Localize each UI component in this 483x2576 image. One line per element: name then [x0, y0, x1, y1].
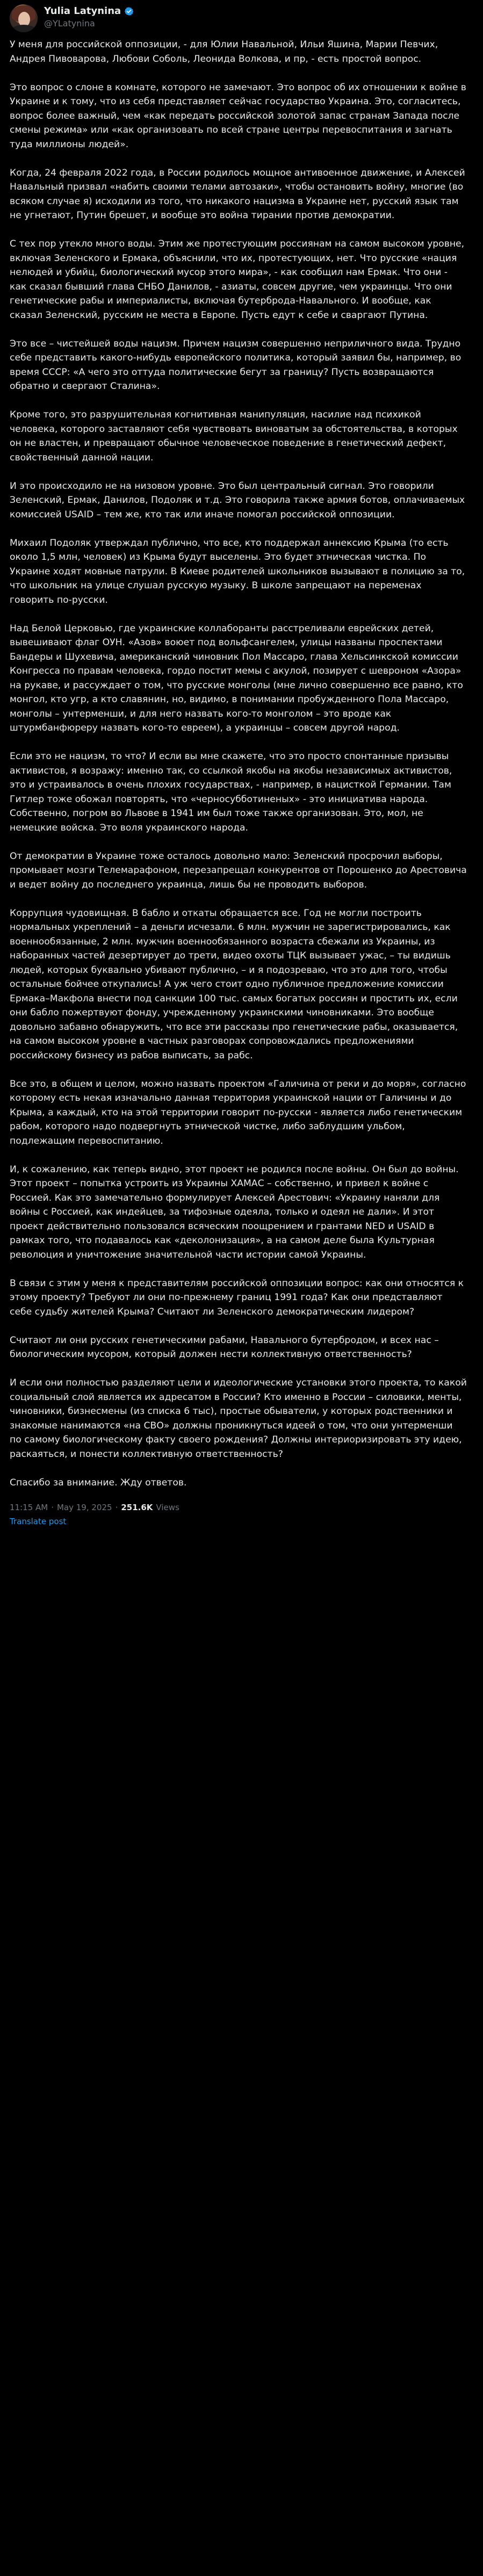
- post-paragraph: Кроме того, это разрушительная когнитивная манипуляция, насилие над психикой человека, которого заставляют себя чувствовать виноватым за обстоятельства, в которых он не властен, и превращают обычное человеческое поведение в генетический дефект, свойственный данной нации.: [10, 409, 458, 463]
- post-paragraph: Спасибо за внимание. Жду ответов.: [10, 1477, 187, 1488]
- post-meta: [10, 1500, 473, 1514]
- avatar[interactable]: [10, 4, 38, 32]
- post-paragraph: И, к сожалению, как теперь видно, этот проект не родился после войны. Он был до войны. Этот проект – попытка устроить из Украины ХАМАС – собственно, и привел к войне с Россией. Как это замечательно формулирует Алексей Арестович: «Украину наняли для войны с Россией, как индейцев, за тифозные одеяла, только и одеял не дали». И этот проект действительно пользовался всяческим поощрением и грантами NED и USAID в рамках того, что подавалось как «деколонизация», а на самом деле была Культурная революция и уничтожение значительной части истории самой Украины.: [10, 1164, 459, 1260]
- post-paragraph: Если это не нацизм, то что? И если вы мне скажете, что это просто спонтанные призывы активистов, я возражу: именно так, со ссылкой якобы на якобы независимых активистов, это и устраивалось в очень плохих государствах, - например, в нацисткой Германии. Там Гитлер тоже обожал повторять, что «черносубботиненых» - это инициатива народа. Собственно, погром во Львове в 1941 им был тоже также организован. Это, мол, не немецкие войска. Это воля украинского народа.: [10, 751, 452, 833]
- meta-separator: ·: [51, 1503, 54, 1512]
- post-paragraph: У меня для российской оппозиции, - для Юлии Навальной, Ильи Яшина, Марии Певчих, Андрея Пивоварова, Любови Соболь, Леонида Волкова, и пр, - есть простой вопрос.: [10, 39, 438, 64]
- post-paragraph: Все это, в общем и целом, можно назвать проектом «Галичина от реки и до моря», согласно которому есть некая изначально данная территория украинской нации от Галичины и до Крыма, а каждый, кто на этой территории говорит по-русски - является либо генетическим рабом, которого надо подвергнуть этнической чистке, либо заблудшим ульбом, подлежащим перевоспитанию.: [10, 1078, 466, 1146]
- post-paragraph: Коррупция чудовищная. В бабло и откаты обращается все. Год не могли построить нормальных укреплений – а деньги исчезали. 6 млн. мужчин не зарегистрировались, как военнообязанные, 2 млн. мужчин военнообязанного возраста сбежали из Украины, из наборанных частей дезертирует до трети, видео охоты ТЦК вызывает ужас, – ты видишь людей, которых буквально убивают публично, – и я подозреваю, что это для того, чтобы остальные бойчее откупались! А уж чего стоит одно публичное предложение комиссии Ермака–Макфола внести под санкции 100 тыс. самых богатых россиян и простить их, если они бабло пожертвуют фонду, учрежденному украинскими чиновниками. Это вообще довольно забавно обнаружить, что все эти рассказы про генетические рабы, оказывается, на самом высоком уровне в частных разговорах сопровождались предложениями российскому бизнесу из рабов выписать, за рабс.: [10, 907, 458, 1061]
- post-paragraph: Это все – чистейшей воды нацизм. Причем нацизм совершенно неприличного вида. Трудно себе представить какого-нибудь европейского политика, который заявил бы, например, во время СССР: «А чего это оттуда политические бегут за границу? Пусть возвращаются обратно и свергают Сталина».: [10, 338, 462, 392]
- post-paragraph: От демократии в Украине тоже осталось довольно мало: Зеленский просрочил выборы, промывает мозги Телемарафоном, перезапрещал конкурентов от Порошенко до Арестовича и ведет войну до последнего украинца, лишь бы не проводить выборов.: [10, 850, 467, 890]
- views-count: 251.6K: [121, 1503, 153, 1512]
- author-block: [44, 4, 134, 28]
- post-paragraph: Это вопрос о слоне в комнате, которого не замечают. Это вопрос об их отношении к войне в Украине и к тому, что из себя представляет сейчас государство Украина. Это, согласитесь, вопрос более важный, чем «как передать российской золотой запас странам Запада после смены режима» или «как организовать по всей стране центры перевоспитания и загнать туда миллионы людей».: [10, 82, 466, 150]
- post-paragraph: И это происходило не на низовом уровне. Это был центральный сигнал. Это говорили Зеленский, Ермак, Данилов, Подоляк и т.д. Это говорила также армия ботов, оплачиваемых комиссией USAID – тем же, кто так или иначе помогал российской оппозиции.: [10, 480, 465, 520]
- meta-separator: ·: [115, 1503, 118, 1512]
- name-row: [44, 5, 134, 17]
- post-paragraph: И если они полностью разделяют цели и идеологические установки этого проекта, то какой социальный слой является их адресатом в России? Кто именно в России – силовики, менты, чиновники, бизнесмены (из списка 6 тыс), простые обыватели, у которых родственники и знакомые нанимаются «на СВО» должны проникнуться идеей о том, что они унтерменши по самому биологическому факту своего рождения? Должны интериоризировать эту идею, раскаяться, и понести коллективную ответственность?: [10, 1377, 467, 1460]
- post-paragraph: Михаил Подоляк утверждал публично, что все, кто поддержал аннексию Крыма (то есть около 1,5 млн, человек) из Крыма будут выселены. Это будет этническая чистка. По Украине ходят мовные патрули. В Киеве родителей школьников вызывают в полицию за то, что школьник на улице слушал русскую музыку. В школе запрещают на переменах говорить по-русски.: [10, 537, 465, 605]
- views-label: Views: [156, 1503, 179, 1512]
- post-paragraph: В связи с этим у меня к представителям российской оппозиции вопрос: как они относятся к этому проекту? Требуют ли они по-прежнему границ 1991 года? Как они представляют себе судьбу жителей Крыма? Считают ли Зеленского демократическим лидером?: [10, 1278, 464, 1317]
- post-time[interactable]: 11:15 AM: [10, 1503, 48, 1512]
- post-date[interactable]: May 19, 2025: [56, 1503, 112, 1512]
- author-display-name[interactable]: Yulia Latynina: [44, 5, 121, 17]
- translate-post-link[interactable]: Translate post: [10, 1517, 67, 1526]
- post-body: [10, 38, 473, 1490]
- post-paragraph: Над Белой Церковью, где украинские коллаборанты расстреливали еврейских детей, вывешивают флаг ОУН. «Азов» воюет под вольфсангелем, улицы названы проспектами Бандеры и Шухевича, американский чиновник Пол Массаро, глава Хельсинкской комиссии Конгресса по правам человека, гордо постит мемы с акулой, позирует с шевроном «Азора» на рукаве, и рассуждает о том, что русские монголы (мне лично совершенно все равно, кто монгол, кто угр, а кто славянин, но, видимо, в понимании пробужденного Пола Массаро, монголы – унтерменши, и для него назвать кого-то монголом – это вроде как штурмбанфюреру назвать кого-то евреем), а украинцы – совсем другой народ.: [10, 623, 463, 733]
- author-handle[interactable]: @YLatynina: [44, 18, 95, 28]
- post-paragraph: С тех пор утекло много воды. Этим же протестующим россиянам на самом высоком уровне, включая Зеленского и Ермака, объяснили, что их, протестующих, нет. Что русские «нация нелюдей и убийц, биологический мусор этого мира», - как сообщил нам Ермак. Что они - как сказал бывший глава СНБО Данилов, - азиаты, совсем другие, чем украинцы. Что они генетические рабы и империалисты, включая бутербродa-Навального. И вообще, как сказал Зеленский, русским не места в Европе. Пусть едут к себе и сваргают Путина.: [10, 239, 465, 321]
- post-paragraph: Считают ли они русских генетическими рабами, Навального бутербродом, и всех нас – биологическим мусором, который должен нести коллективную ответственность?: [10, 1334, 439, 1360]
- post-header: [10, 0, 473, 38]
- verified-badge-icon: [124, 6, 134, 16]
- post-paragraph: Когда, 24 февраля 2022 года, в России родилось мощное антивоенное движение, и Алексей Навальный призвал «набить своими телами автозаки», чтобы остановить войну, многие (во всяком случае я) исходили из того, что никакого нацизма в Украине нет, русский язык там не угнетают, Путин брешет, и вообще это война тирании против демократии.: [10, 167, 465, 221]
